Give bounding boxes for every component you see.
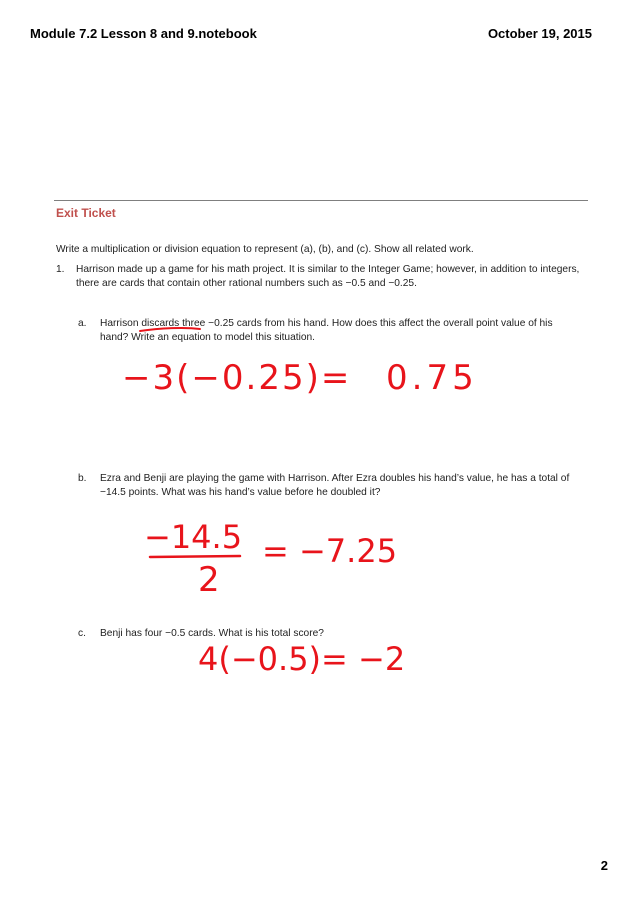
exit-ticket-title: Exit Ticket: [56, 206, 116, 220]
question-number: 1.: [56, 264, 65, 275]
part-b-label: b.: [78, 473, 87, 484]
fraction-bar: [150, 556, 240, 557]
handwritten-answer-c: 4(−0.5)= −2: [198, 640, 406, 678]
page-number: 2: [600, 858, 608, 873]
part-b-text: Ezra and Benji are playing the game with Harrison. After Ezra doubles his hand’s value, he has a total of −14.5 points. What was his hand’s value before he doubled it?: [100, 473, 570, 498]
document-title: Module 7.2 Lesson 8 and 9.notebook: [30, 26, 257, 41]
part-c-label: c.: [78, 628, 86, 639]
instructions: Write a multiplication or division equation to represent (a), (b), and (c). Show all related work.: [56, 244, 474, 255]
question-text: Harrison made up a game for his math project. It is similar to the Integer Game; however, in addition to integers, there are cards that contain other rational numbers such as −0.5 and −0.25.: [76, 264, 580, 289]
handwritten-answer-a-right: 0.75: [386, 358, 478, 398]
part-a-text: Harrison discards three −0.25 cards from his hand. How does this affect the overall point value of his hand? Write an equation to model this situation.: [100, 318, 553, 343]
handwritten-answer-a-left: −3(−0.25)=: [122, 358, 352, 398]
handwritten-answer-b-denominator: 2: [198, 560, 220, 600]
handwritten-answer-b-numerator: −14.5: [144, 518, 243, 556]
underline-annotation: [140, 328, 200, 331]
handwritten-answer-b-result: = −7.25: [262, 532, 398, 570]
part-c-text: Benji has four −0.5 cards. What is his total score?: [100, 628, 324, 639]
document-date: October 19, 2015: [487, 26, 592, 41]
part-a-label: a.: [78, 318, 87, 329]
